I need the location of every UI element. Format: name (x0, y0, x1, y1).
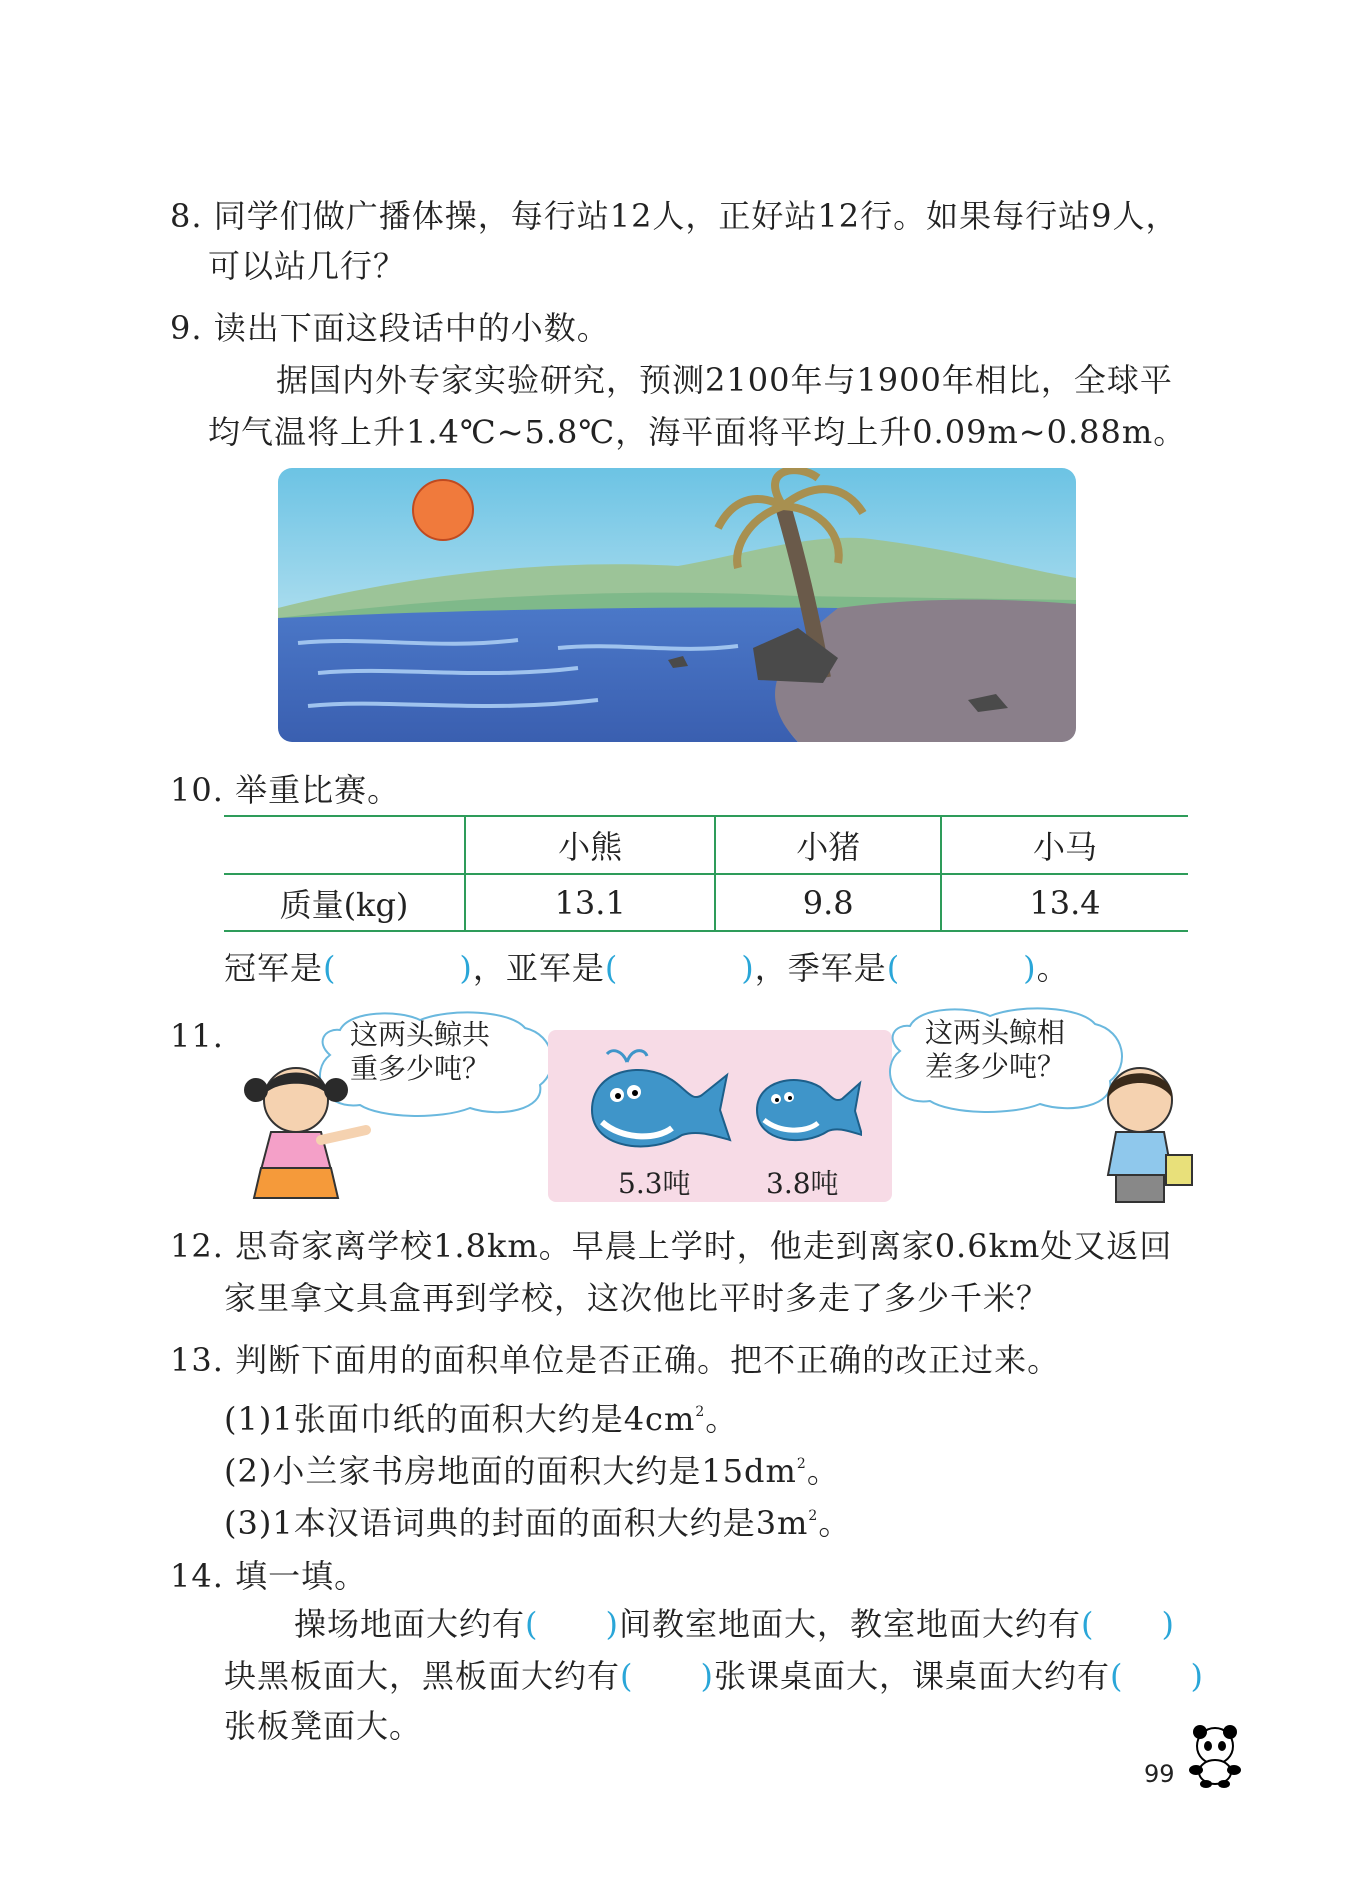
table-header-blank (224, 817, 465, 874)
champion-label: 冠军是 (224, 949, 324, 987)
q14-text-a: 操场地面大约有 (294, 1605, 526, 1643)
girl-character (226, 1060, 376, 1200)
table-cell-bear: 13.1 (465, 874, 715, 931)
q9-line2: 均气温将上升1.4℃~5.8℃，海平面将平均上升0.09m~0.88m。 (208, 413, 1187, 451)
q14-text-c: 块黑板面大，黑板面大约有 (224, 1657, 621, 1695)
q13-item2-text: (2)小兰家书房地面的面积大约是15dm (224, 1452, 797, 1490)
runner-up-blank[interactable]: ( ) (604, 949, 755, 987)
table-row-label: 质量(kg) (279, 886, 409, 924)
beach-illustration (278, 468, 1076, 742)
q14-text-b: 间教室地面大，教室地面大约有 (619, 1605, 1082, 1643)
q14-line3: 张板凳面大。 (224, 1707, 423, 1745)
q11-number: 11. (170, 1017, 224, 1055)
small-whale-icon (742, 1055, 862, 1155)
q10-title: 10. 举重比赛。 (170, 771, 401, 809)
table-header-bear: 小熊 (465, 817, 715, 874)
q9-title: 9. 读出下面这段话中的小数。 (170, 309, 610, 347)
third-label: ，季军是 (754, 949, 887, 987)
table-header-horse: 小马 (941, 817, 1188, 874)
q10-end: 。 (1036, 949, 1070, 987)
table-cell-pig: 9.8 (715, 874, 941, 931)
q14-line2 (224, 1656, 1204, 1696)
q14-title: 14. 填一填。 (170, 1557, 368, 1595)
q13-item1-text: (1)1张面巾纸的面积大约是4cm (224, 1400, 696, 1438)
weight-table (224, 817, 1188, 931)
panda-icon (1180, 1718, 1250, 1788)
q12-line2: 家里拿文具盒再到学校，这次他比平时多走了多少千米？ (224, 1279, 1050, 1317)
small-whale-weight: 3.8吨 (766, 1167, 839, 1200)
q8-line2: 可以站几行？ (208, 247, 407, 285)
boy-character (1080, 1060, 1200, 1205)
q13-title: 13. 判断下面用的面积单位是否正确。把不正确的改正过来。 (170, 1341, 1061, 1379)
q13-item2: (2)小兰家书房地面的面积大约是$15dm^2$。 (224, 1452, 840, 1490)
q12-line1: 12. 思奇家离学校1.8km。早晨上学时，他走到离家0.6km处又返回 (170, 1227, 1173, 1265)
q13-item1: (1)1张面巾纸的面积大约是$4cm^2$。 (224, 1400, 739, 1438)
q10-answer-line (224, 948, 1070, 988)
big-whale-weight: 5.3吨 (618, 1167, 691, 1200)
champion-blank[interactable]: ( ) (323, 949, 473, 987)
table-cell-horse: 13.4 (941, 874, 1188, 931)
q14-line1 (294, 1604, 1175, 1644)
sun-icon (413, 480, 473, 540)
q14-blank-3[interactable]: ( ) (620, 1657, 715, 1695)
q14-text-d: 张课桌面大，课桌面大约有 (714, 1657, 1111, 1695)
q8-line1: 8. 同学们做广播体操，每行站12人，正好站12行。如果每行站9人， (170, 197, 1179, 235)
third-blank[interactable]: ( ) (886, 949, 1037, 987)
big-whale-icon (572, 1040, 732, 1160)
q9-line1: 据国内外专家实验研究，预测2100年与1900年相比，全球平 (276, 361, 1173, 399)
page-number: 99 (1144, 1760, 1175, 1788)
table-header-pig: 小猪 (715, 817, 941, 874)
runner-up-label: ，亚军是 (472, 949, 605, 987)
boy-bubble-line2: 差多少吨？ (925, 1050, 1066, 1083)
q13-item3-text: (3)1本汉语词典的封面的面积大约是3m (224, 1504, 809, 1542)
q13-item3: (3)1本汉语词典的封面的面积大约是$3m^2$。 (224, 1504, 852, 1542)
boy-bubble-line1: 这两头鲸相 (925, 1016, 1066, 1049)
q14-blank-2[interactable]: ( ) (1081, 1605, 1176, 1643)
q14-blank-4[interactable]: ( ) (1110, 1657, 1205, 1695)
table-bottom-rule (224, 930, 1188, 932)
q14-blank-1[interactable]: ( ) (525, 1605, 620, 1643)
girl-bubble-line2: 重多少吨？ (350, 1052, 491, 1085)
girl-bubble-line1: 这两头鲸共 (350, 1018, 491, 1051)
